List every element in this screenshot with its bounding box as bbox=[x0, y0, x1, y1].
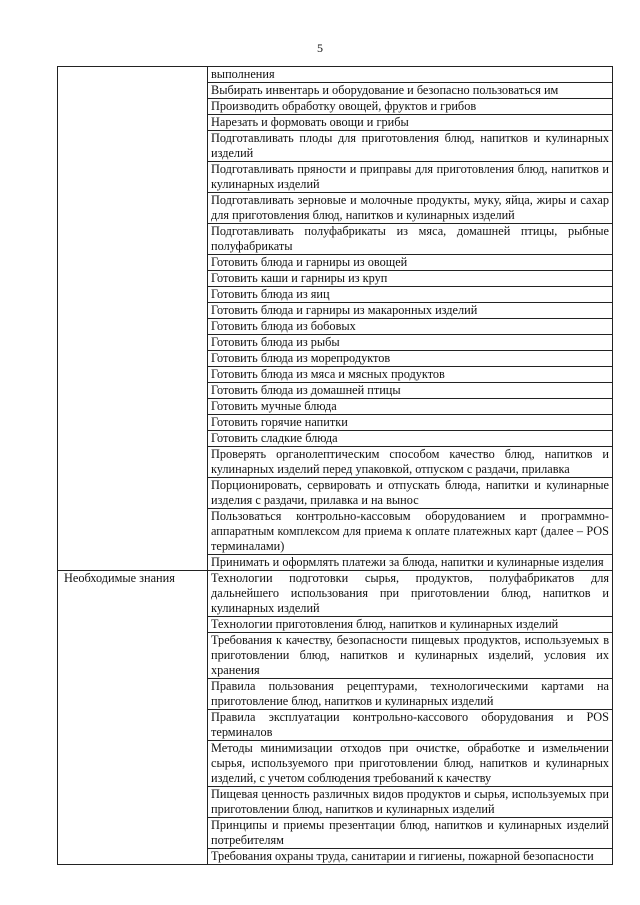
knowledge-item: Требования к качеству, безопасности пищевых продуктов, используемых в приготовлении блюд, напитков и кулинарных изделий, условия их хранения bbox=[208, 633, 613, 679]
skills-item: Готовить блюда из рыбы bbox=[208, 335, 613, 351]
skills-item: Пользоваться контрольно-кассовым оборудованием и программно-аппаратным комплексом для приема к оплате платежных карт (далее – POS терминалами) bbox=[208, 509, 613, 555]
skills-item: Производить обработку овощей, фруктов и грибов bbox=[208, 99, 613, 115]
skills-item: Выбирать инвентарь и оборудование и безопасно пользоваться им bbox=[208, 83, 613, 99]
skills-item: Подготавливать пряности и приправы для приготовления блюд, напитков и кулинарных изделий bbox=[208, 162, 613, 193]
skills-item: Готовить блюда и гарниры из макаронных изделий bbox=[208, 303, 613, 319]
knowledge-item: Технологии подготовки сырья, продуктов, полуфабрикатов для дальнейшего использования при приготовлении блюд, напитков и кулинарных изделий bbox=[208, 571, 613, 617]
skills-item: Готовить блюда и гарниры из овощей bbox=[208, 255, 613, 271]
skills-item: Готовить блюда из бобовых bbox=[208, 319, 613, 335]
knowledge-item: Методы минимизации отходов при очистке, обработке и измельчении сырья, используемого при приготовлении блюд, напитков и кулинарных изделий, с учетом соблюдения требований к качеству bbox=[208, 741, 613, 787]
knowledge-item: Правила пользования рецептурами, технологическими картами на приготовление блюд, напитков и кулинарных изделий bbox=[208, 679, 613, 710]
skills-row bbox=[58, 67, 613, 83]
skills-item: Подготавливать плоды для приготовления блюд, напитков и кулинарных изделий bbox=[208, 131, 613, 162]
skills-item: Готовить блюда из мяса и мясных продуктов bbox=[208, 367, 613, 383]
knowledge-label: Необходимые знания bbox=[58, 571, 208, 865]
table-body bbox=[58, 67, 613, 865]
skills-item: Готовить блюда из домашней птицы bbox=[208, 383, 613, 399]
skills-item: Нарезать и формовать овощи и грибы bbox=[208, 115, 613, 131]
skills-item: Проверять органолептическим способом качество блюд, напитков и кулинарных изделий перед упаковкой, отпуском с раздачи, прилавка bbox=[208, 447, 613, 478]
skills-item: Подготавливать зерновые и молочные продукты, муку, яйца, жиры и сахар для приготовления блюд, напитков и кулинарных изделий bbox=[208, 193, 613, 224]
skills-item: выполнения bbox=[208, 67, 613, 83]
knowledge-item: Пищевая ценность различных видов продуктов и сырья, используемых при приготовлении блюд, напитков и кулинарных изделий bbox=[208, 787, 613, 818]
knowledge-row bbox=[58, 571, 613, 617]
skills-item: Порционировать, сервировать и отпускать блюда, напитки и кулинарные изделия с раздачи, прилавка и на вынос bbox=[208, 478, 613, 509]
skills-item: Подготавливать полуфабрикаты из мяса, домашней птицы, рыбные полуфабрикаты bbox=[208, 224, 613, 255]
knowledge-item: Требования охраны труда, санитарии и гигиены, пожарной безопасности bbox=[208, 849, 613, 865]
skills-item: Готовить мучные блюда bbox=[208, 399, 613, 415]
page-number: 5 bbox=[317, 41, 323, 55]
skills-item: Принимать и оформлять платежи за блюда, напитки и кулинарные изделия bbox=[208, 555, 613, 571]
skills-item: Готовить блюда из яиц bbox=[208, 287, 613, 303]
skills-item: Готовить сладкие блюда bbox=[208, 431, 613, 447]
knowledge-item: Технологии приготовления блюд, напитков и кулинарных изделий bbox=[208, 617, 613, 633]
skills-label bbox=[58, 67, 208, 571]
skills-item: Готовить каши и гарниры из круп bbox=[208, 271, 613, 287]
knowledge-item: Принципы и приемы презентации блюд, напитков и кулинарных изделий потребителям bbox=[208, 818, 613, 849]
knowledge-item: Правила эксплуатации контрольно-кассового оборудования и POS терминалов bbox=[208, 710, 613, 741]
skills-item: Готовить горячие напитки bbox=[208, 415, 613, 431]
skills-item: Готовить блюда из морепродуктов bbox=[208, 351, 613, 367]
requirements-table bbox=[57, 66, 613, 865]
